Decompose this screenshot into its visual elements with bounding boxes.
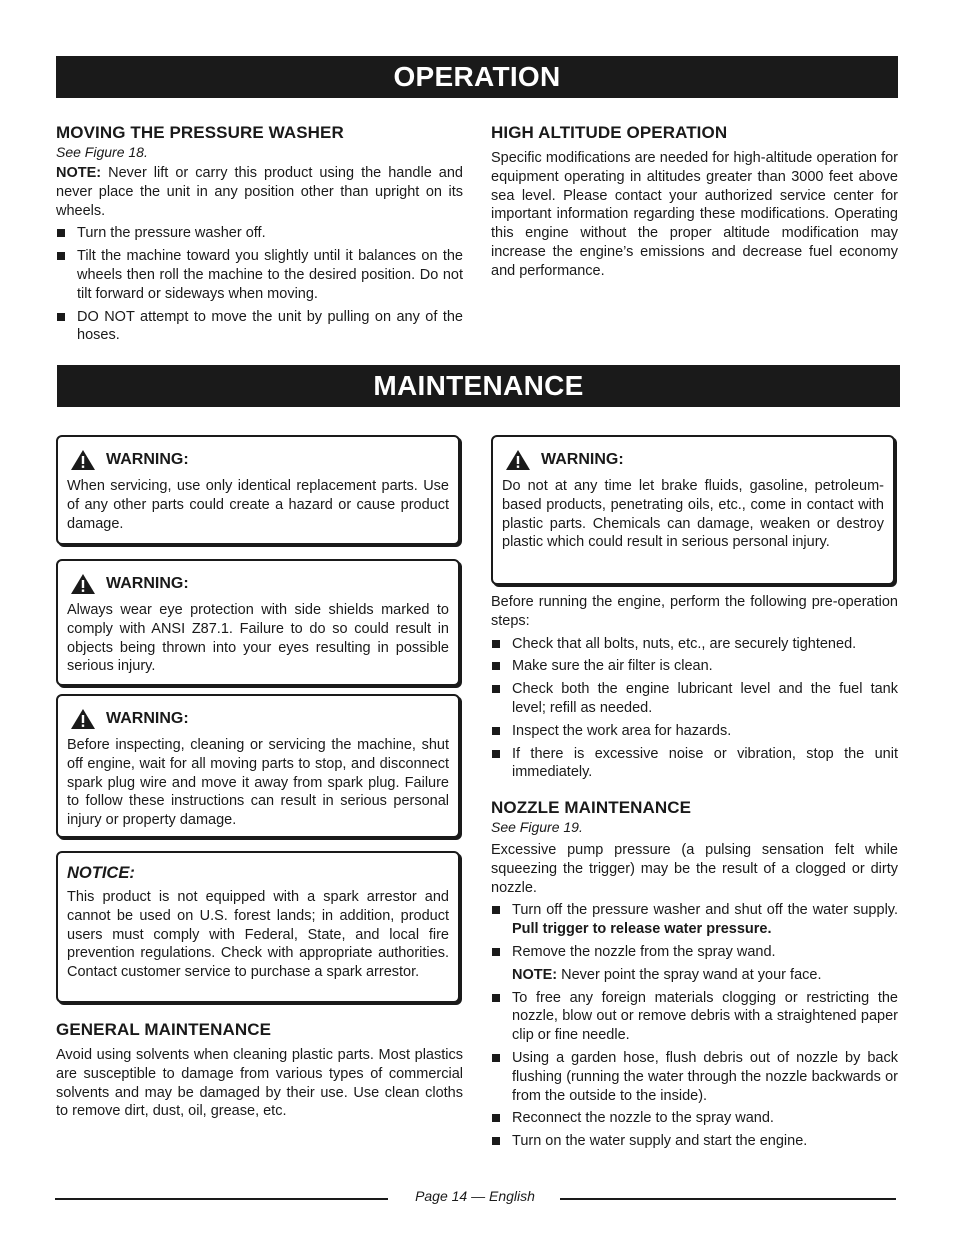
warning-box-replacement-parts <box>56 435 460 545</box>
warning-header <box>505 449 884 471</box>
list-item: Tilt the machine toward you slightly until it balances on the wheels then roll the machine to the desired position. Do not tilt forward or sideways when moving. <box>56 247 463 303</box>
page-footer <box>390 1188 560 1204</box>
moving-heading: MOVING THE PRESSURE WASHER <box>56 123 344 142</box>
warning-label: WARNING: <box>541 451 624 468</box>
warning-label: WARNING: <box>106 575 189 592</box>
preop-section <box>491 593 898 786</box>
list-item: Using a garden hose, flush debris out of nozzle by back flushing (running the water through the nozzle backwards or from the outside to the inside). <box>491 1049 898 1105</box>
warning-header <box>70 449 449 471</box>
warning-box-servicing <box>56 694 460 838</box>
warning-triangle-icon <box>70 573 96 595</box>
list-item: Turn the pressure washer off. <box>56 224 463 243</box>
notice-label: NOTICE: <box>67 864 135 882</box>
nozzle-section <box>491 798 898 1155</box>
nozzle-note <box>491 966 898 985</box>
nozzle-heading: NOZZLE MAINTENANCE <box>491 798 692 817</box>
list-item: Remove the nozzle from the spray wand. <box>491 943 898 962</box>
maintenance-title: MAINTENANCE <box>373 370 584 401</box>
preop-bullets <box>491 635 898 783</box>
warning-triangle-icon <box>505 449 531 471</box>
list-item: If there is excessive noise or vibration, stop the unit immediately. <box>491 745 898 783</box>
notice-box <box>56 851 460 1003</box>
footer-language: English <box>489 1188 535 1204</box>
nozzle-bullets-continued <box>491 989 898 1151</box>
warning-text: Before inspecting, cleaning or servicing the machine, shut off engine, wait for all moving parts to stop, and disconnect spark plug wire and move it away from spark plug. Failure to follow these instructions can result in serious personal injury or property damage. <box>67 737 449 829</box>
note-text: Never point the spray wand at your face. <box>557 966 822 983</box>
warning-triangle-icon <box>70 708 96 730</box>
note-label: NOTE: <box>56 165 102 181</box>
list-item: Make sure the air filter is clean. <box>491 657 898 676</box>
operation-title-bar <box>56 56 898 98</box>
notice-text: This product is not equipped with a spark arrestor and cannot be used on U.S. forest lands; in addition, product users must comply with Federal, State, and local fire prevention regulations. Check with appropriate authorities. Contact customer service to purchase a spark arrestor. <box>67 889 449 981</box>
list-item: Reconnect the nozzle to the spray wand. <box>491 1109 898 1128</box>
operation-title: OPERATION <box>393 61 561 92</box>
preop-intro: Before running the engine, perform the following pre-operation steps: <box>491 594 898 629</box>
moving-bullets <box>56 224 463 345</box>
warning-label: WARNING: <box>106 710 189 727</box>
moving-note <box>56 164 463 220</box>
list-item: Check that all bolts, nuts, etc., are securely tightened. <box>491 635 898 654</box>
maintenance-title-bar <box>57 365 900 407</box>
footer-rule-left <box>55 1198 388 1200</box>
moving-section <box>56 123 463 349</box>
warning-box-chemicals <box>491 435 895 585</box>
general-section <box>56 1020 463 1125</box>
list-item: Turn on the water supply and start the engine. <box>491 1132 898 1151</box>
altitude-section <box>491 123 898 285</box>
warning-text: When servicing, use only identical replacement parts. Use of any other parts could create a hazard or cause product damage. <box>67 478 449 532</box>
warning-text: Do not at any time let brake fluids, gasoline, petroleum-based products, penetrating oils, etc., come in contact with plastic parts. Chemicals can damage, weaken or destroy plastic which could result in serious personal injury. <box>502 478 884 551</box>
note-text: Never lift or carry this product using the handle and never place the unit in any position other than upright on its wheels. <box>56 165 463 219</box>
bullet-bold-text: Pull trigger to release water pressure. <box>512 921 772 938</box>
altitude-text: Specific modifications are needed for high-altitude operation for equipment operating in altitudes greater than 3000 feet above sea level. Please contact your authorized service center for important information regarding these modifications. Operating this engine without the proper altitude modification may increase the engine’s emissions and decrease fuel economy and performance. <box>491 150 898 279</box>
warning-box-eye-protection <box>56 559 460 686</box>
general-text: Avoid using solvents when cleaning plastic parts. Most plastics are susceptible to damage from various types of commercial solvents and may be damaged by their use. Use clean cloths to remove dirt, dust, oil, grease, etc. <box>56 1047 463 1120</box>
warning-header <box>70 708 449 730</box>
list-item: DO NOT attempt to move the unit by pulling on any of the hoses. <box>56 308 463 346</box>
warning-header <box>70 573 449 595</box>
nozzle-intro: Excessive pump pressure (a pulsing sensation felt while squeezing the trigger) may be the result of a clogged or dirty nozzle. <box>491 842 898 896</box>
footer-rule-right <box>560 1198 896 1200</box>
nozzle-figure-ref: See Figure 19. <box>491 819 583 835</box>
footer-separator: — <box>467 1188 490 1204</box>
warning-label: WARNING: <box>106 451 189 468</box>
bullet-text: Turn off the pressure washer and shut off the water supply. <box>512 902 898 919</box>
list-item: Inspect the work area for hazards. <box>491 722 898 741</box>
general-heading: GENERAL MAINTENANCE <box>56 1020 272 1039</box>
nozzle-bullets <box>491 901 898 961</box>
list-item: To free any foreign materials clogging or restricting the nozzle, blow out or remove debris with a straightened paper clip or fine needle. <box>491 989 898 1045</box>
list-item: Check both the engine lubricant level and the fuel tank level; refill as needed. <box>491 680 898 718</box>
page-number: Page 14 <box>415 1188 468 1204</box>
altitude-heading: HIGH ALTITUDE OPERATION <box>491 123 728 142</box>
warning-text: Always wear eye protection with side shields marked to comply with ANSI Z87.1. Failure to do so could result in objects being thrown into your eyes resulting in possible serious injury. <box>67 602 449 675</box>
warning-triangle-icon <box>70 449 96 471</box>
note-label: NOTE: <box>512 966 558 983</box>
moving-figure-ref: See Figure 18. <box>56 144 148 160</box>
list-item <box>491 901 898 939</box>
